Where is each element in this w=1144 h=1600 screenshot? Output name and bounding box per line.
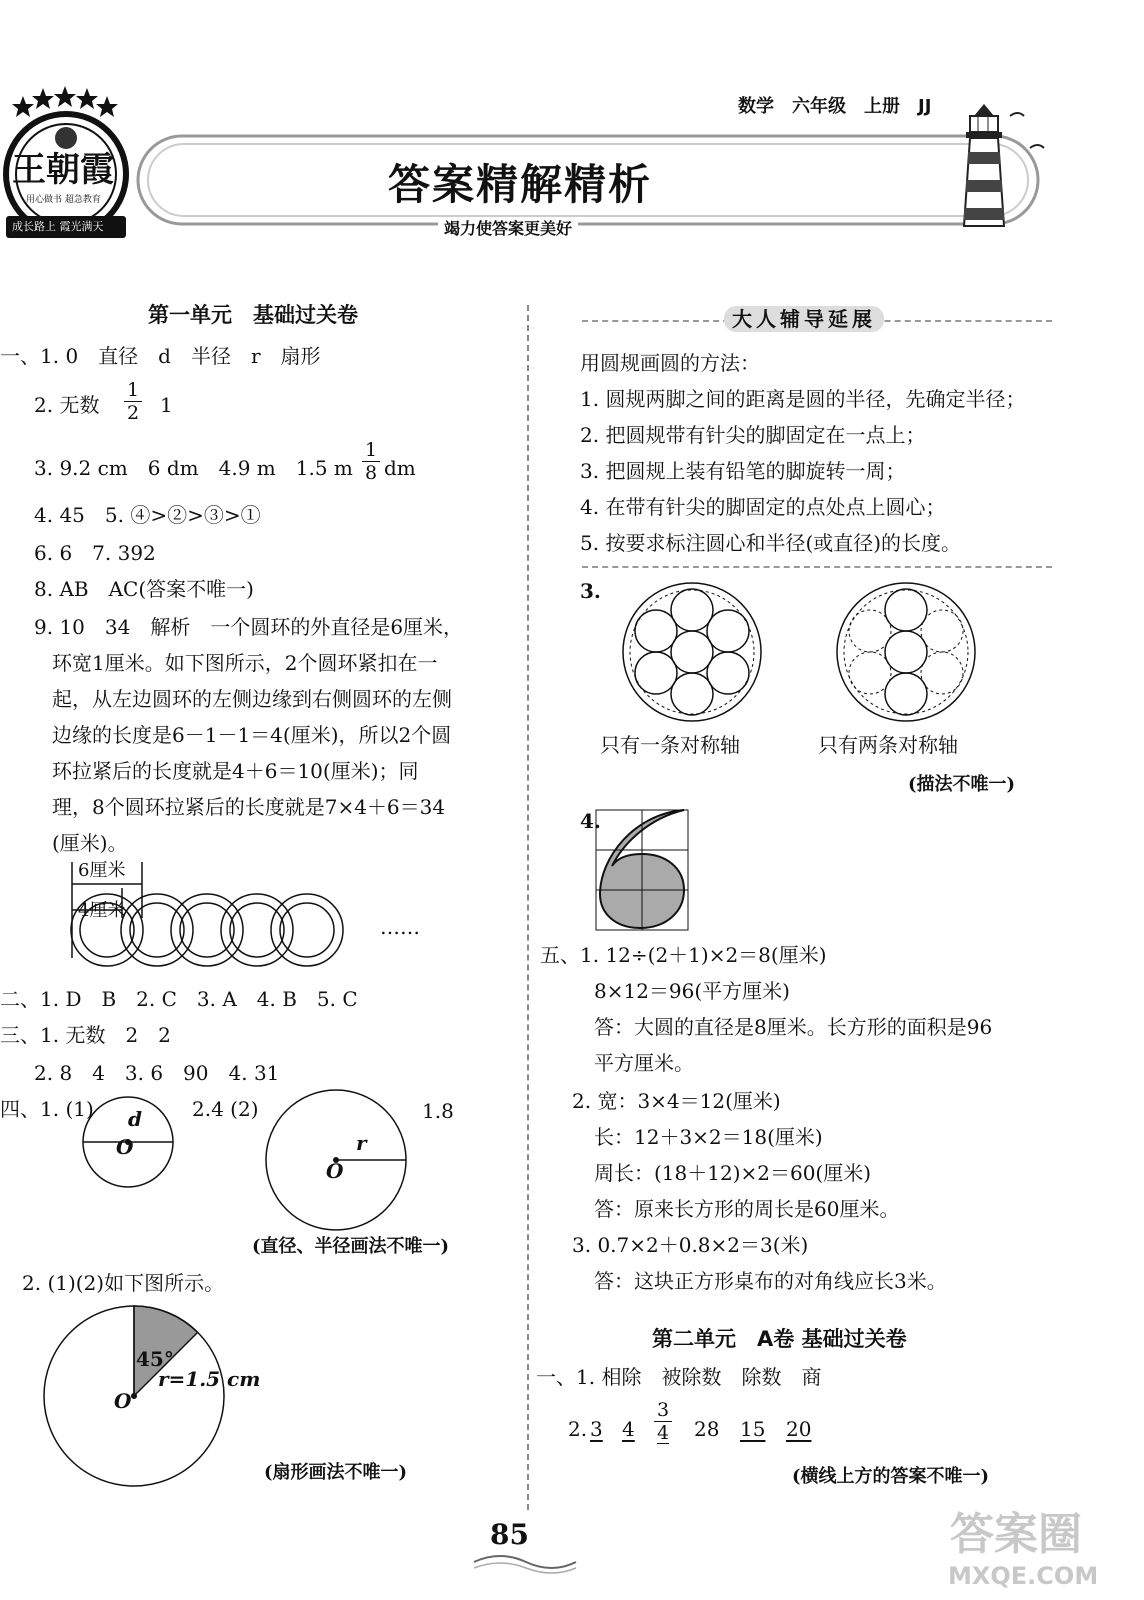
answer-2: 二、1. D B 2. C 3. A 4. B 5. C <box>0 987 358 1011</box>
grid-shape-figure <box>594 808 690 932</box>
answer-1-8: 8. AB AC(答案不唯一) <box>34 577 254 601</box>
note-4-1: (直径、半径画法不唯一) <box>252 1236 450 1257</box>
page-title: 答案精解精析 <box>388 160 653 209</box>
sector-center: O <box>114 1389 132 1413</box>
page-subtitle: 竭力使答案更美好 <box>438 218 578 240</box>
note-4-2: (扇形画法不唯一) <box>264 1462 408 1483</box>
answer-5-1: 五、1. 12÷(2＋1)×2＝8(厘米) <box>540 943 827 967</box>
answer-5-1-line: 平方厘米。 <box>594 1051 694 1075</box>
unit2-blank: 28 <box>694 1417 720 1441</box>
extension-line: 用圆规画圆的方法： <box>580 351 760 375</box>
fraction <box>362 440 380 483</box>
unit2-blank: 20 <box>786 1417 812 1441</box>
label-o: O <box>326 1159 344 1183</box>
fraction-numerator: 1 <box>364 439 378 461</box>
q4-label: 4. <box>580 809 601 833</box>
fraction-denominator: 4 <box>656 1422 670 1444</box>
extension-line: 4. 在带有针尖的脚固定的点处点上圆心； <box>580 495 946 519</box>
extension-line: 2. 把圆规带有针尖的脚固定在一点上； <box>580 423 926 447</box>
answer-5-1-line: 8×12＝96(平方厘米) <box>594 979 790 1003</box>
unit2-answer-1: 一、1. 相除 被除数 除数 商 <box>536 1365 822 1389</box>
unit-title: 第一单元 基础过关卷 <box>148 303 358 327</box>
label-o: O <box>116 1135 134 1159</box>
answer-1-9-line: 起，从左边圆环的左侧边缘到右侧圆环的左侧 <box>52 687 452 711</box>
logo-ribbon: 成长路上 霞光满天 <box>12 220 104 233</box>
fraction-denominator: 8 <box>364 462 378 484</box>
extension-line: 5. 按要求标注圆心和半径(或直径)的长度。 <box>580 531 962 555</box>
unit2-title: 第二单元 A卷 基础过关卷 <box>652 1327 907 1351</box>
watermark-logo: 答案圈 <box>950 1509 1082 1560</box>
answer-1-3: 3. 9.2 cm 6 dm 4.9 m 1.5 m <box>34 456 353 480</box>
answer-1-4: 4. 45 5. ④>②>③>① <box>34 503 261 527</box>
answer-3-1: 三、1. 无数 2 2 <box>0 1023 171 1047</box>
answer-5-2-line: 周长：(18＋12)×2＝60(厘米) <box>594 1161 872 1185</box>
column-divider <box>527 305 529 1510</box>
answer-5-3-line: 答：这块正方形桌布的对角线应长3米。 <box>594 1269 947 1293</box>
circle-pattern-two-axes <box>834 580 978 724</box>
answer-1-9-line: 边缘的长度是6－1－1＝4(厘米)，所以2个圆 <box>52 723 452 747</box>
extension-rule-bottom <box>582 566 1052 568</box>
q3-caption-1: 只有一条对称轴 <box>600 733 740 757</box>
answer-4-1-val: 2.4 (2) <box>192 1097 259 1121</box>
ring-label-4cm: 4厘米 <box>78 900 126 921</box>
answer-1-9-line: (厘米)。 <box>52 831 128 855</box>
extension-title: 大人辅导延展 <box>724 306 884 332</box>
sector-figure <box>40 1300 230 1490</box>
answer-3-2: 2. 8 4 3. 6 90 4. 31 <box>34 1061 280 1085</box>
q3-note: (描法不唯一) <box>908 774 1016 795</box>
answer-1-9: 9. 10 34 解析 一个圆环的外直径是6厘米， <box>34 615 464 639</box>
fraction <box>654 1400 672 1443</box>
answer-4-1: 四、1. (1) <box>0 1097 94 1121</box>
logo-subtext: 用心做书 超急教育 <box>26 195 101 205</box>
extension-line: 1. 圆规两脚之间的距离是圆的半径，先确定半径； <box>580 387 1026 411</box>
answer-4-2: 2. (1)(2)如下图所示。 <box>22 1271 225 1295</box>
answer-1-3-tail: dm <box>384 456 416 480</box>
lighthouse-icon <box>948 96 1058 236</box>
sector-radius: r=1.5 cm <box>158 1367 261 1391</box>
watermark-url: MXQE.COM <box>948 1562 1099 1590</box>
answer-5-2-line: 答：原来长方形的周长是60厘米。 <box>594 1197 900 1221</box>
extension-line: 3. 把圆规上装有铅笔的脚旋转一周； <box>580 459 906 483</box>
page-number: 85 <box>490 1518 529 1551</box>
ring-dots: …… <box>380 915 420 939</box>
answer-1-6: 6. 6 7. 392 <box>34 541 156 565</box>
fraction <box>124 380 142 423</box>
fraction-denominator: 2 <box>126 402 140 424</box>
answer-5-2-line: 长：12＋3×2＝18(厘米) <box>594 1125 823 1149</box>
book-meta: 数学 六年级 上册 JJ <box>738 96 932 117</box>
logo-text: 王朝霞 <box>12 150 114 190</box>
label-d: d <box>128 1107 142 1131</box>
unit2-note: (横线上方的答案不唯一) <box>792 1466 990 1487</box>
answer-5-1-line: 答：大圆的直径是8厘米。长方形的面积是96 <box>594 1015 993 1039</box>
answer-1-2-tail: 1 <box>160 393 173 417</box>
answer-5-3: 3. 0.7×2＋0.8×2＝3(米) <box>572 1233 809 1257</box>
unit2-blank: 15 <box>740 1417 766 1441</box>
q3-label: 3. <box>580 579 601 603</box>
circle-pattern-one-axis <box>620 580 764 724</box>
answer-1-1: 一、1. 0 直径 d 半径 r 扇形 <box>0 344 321 368</box>
sector-angle: 45° <box>136 1347 174 1371</box>
label-r: r <box>356 1131 367 1155</box>
fraction-numerator: 1 <box>126 379 140 401</box>
answer-4-2-val: 1.8 <box>422 1099 454 1123</box>
answer-1-9-line: 环拉紧后的长度就是4＋6＝10(厘米)；同 <box>52 759 419 783</box>
unit2-blank: 4 <box>622 1417 635 1441</box>
answer-1-2: 2. 无数 <box>34 393 100 417</box>
answer-1-9-line: 理，8个圆环拉紧后的长度就是7×4＋6＝34 <box>52 795 446 819</box>
wave-ornament-icon <box>470 1550 580 1574</box>
answer-5-2: 2. 宽：3×4＝12(厘米) <box>572 1089 781 1113</box>
ring-label-6cm: 6厘米 <box>78 860 126 881</box>
fraction-numerator: 3 <box>656 1399 670 1421</box>
q3-caption-2: 只有两条对称轴 <box>818 733 958 757</box>
unit2-blank: 3 <box>590 1417 603 1441</box>
unit2-answer-2: 2. <box>568 1417 588 1441</box>
answer-1-9-line: 环宽1厘米。如下图所示，2个圆环紧扣在一 <box>52 651 438 675</box>
